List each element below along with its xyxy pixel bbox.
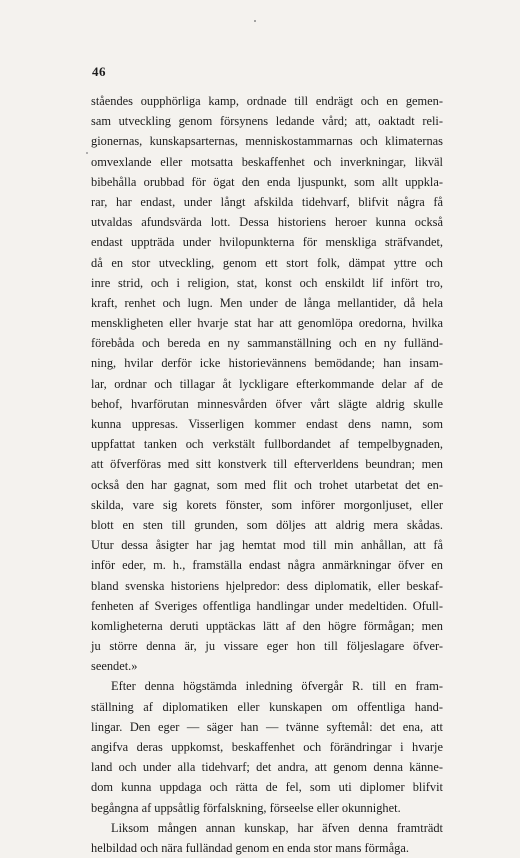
- text-line: förebåda och bereda en ny sammanställning och en ny fulländ-: [91, 336, 443, 351]
- text-line: seendet.»: [91, 659, 138, 674]
- text-line: menskligheten eller hvarje stat har att genomlöpa oredorna, hvilka: [91, 316, 443, 331]
- text-line: begångna af uppsåtlig förfalskning, förseelse eller okunnighet.: [91, 800, 401, 815]
- text-line: skilda, vare sig korets fönster, som införer morgonljuset, eller: [91, 497, 443, 512]
- text-line: också den har gagnat, som med flit och trohet utarbetat det en-: [91, 477, 443, 492]
- text-line: helbildad och nära fulländad genom en enda stor mans förmåga.: [91, 840, 409, 855]
- page-number: 46: [92, 64, 106, 79]
- text-line: lingar. Den eger — säger han — tvänne syftemål: det ena, att: [91, 719, 443, 734]
- text-line: blott en sten till grunden, som döljes att aldrig mera skådas.: [91, 517, 443, 532]
- text-line: bland svenska historiens hjelpredor: dess diplomatik, eller beskaf-: [91, 578, 443, 593]
- text-line: Efter denna högstämda inledning öfvergår R. till en fram-: [111, 679, 443, 694]
- text-line: kraft, renhet och lugn. Men under de långa mellantider, då hela: [91, 295, 443, 310]
- text-line: endast uppträda under hvilopunkterna för menskliga sträfvandet,: [91, 235, 443, 250]
- text-line: rar, har endast, under långt afskilda tidehvarf, blifvit några få: [91, 194, 443, 209]
- text-line: ju större denna är, ju vissare eger hon till följeslagare öfver-: [91, 639, 443, 654]
- text-line: att öfverföras med sitt konstverk till efterverldens beundran; men: [91, 457, 443, 472]
- text-line: fenheten af Sveriges offentliga handlingar under medeltiden. Ofull-: [91, 598, 443, 613]
- text-line: dom kunna uppdaga och rätta de fel, som uti diplomer blifvit: [91, 780, 443, 795]
- text-line: ståendes oupphörliga kamp, ordnade till endrägt och en gemen-: [91, 94, 443, 108]
- body-text: [91, 91, 443, 858]
- text-line: inför eder, m. h., framställa endast några anmärkningar öfver en: [91, 558, 443, 573]
- text-line: ning, hvilar derför icke historievännens bemödande; han insam-: [91, 356, 443, 371]
- print-speck: [254, 20, 256, 22]
- text-line: kunna uppresas. Visserligen kommer endast dens namn, som: [91, 417, 443, 431]
- text-line: då en stor utveckling, genom ett stort folk, dämpat yttre och: [91, 255, 443, 270]
- text-line: land och under alla tidehvarf; det andra, att genom denna känne-: [91, 760, 443, 775]
- text-line: komligheterna deruti upptäckas lätt af den högre förmågan; men: [91, 618, 443, 633]
- text-line: sam utveckling genom försynens ledande vård; att, oaktadt reli-: [91, 114, 443, 129]
- text-line: Liksom mången annan kunskap, har äfven denna framträdt: [111, 820, 443, 835]
- text-line: behof, hvarförutan minnesvården öfver vårt slägte aldrig skulle: [91, 396, 443, 411]
- text-line: utvaldas afundsvärda lott. Dessa historiens heroer kunna också: [91, 215, 443, 230]
- text-line: bibehålla orubbad för ögat den enda ljuspunkt, som allt uppkla-: [91, 174, 443, 189]
- text-line: Utur dessa åsigter har jag hemtat mod till min anhållan, att få: [91, 538, 443, 553]
- text-line: lar, ordnar och tillagar åt lyckligare efterkommande delar af de: [91, 376, 443, 391]
- print-speck: [86, 152, 88, 154]
- text-line: angifva deras uppkomst, beskaffenhet och förändringar i hvarje: [91, 740, 443, 754]
- text-line: omvexlande eller motsatta beskaffenhet och inverkningar, likväl: [91, 154, 443, 169]
- text-line: uppfattat tanken och verkstält fullbordandet af tempelbygnaden,: [91, 437, 443, 452]
- text-line: gionernas, kunskapsarternas, menniskostammarnas och klimaternas: [91, 134, 443, 149]
- text-line: ställning af diplomatiken eller kunskapen om offentliga hand-: [91, 699, 443, 714]
- text-line: inre strid, och i religion, stat, konst och enskildt lif infört tro,: [91, 275, 443, 290]
